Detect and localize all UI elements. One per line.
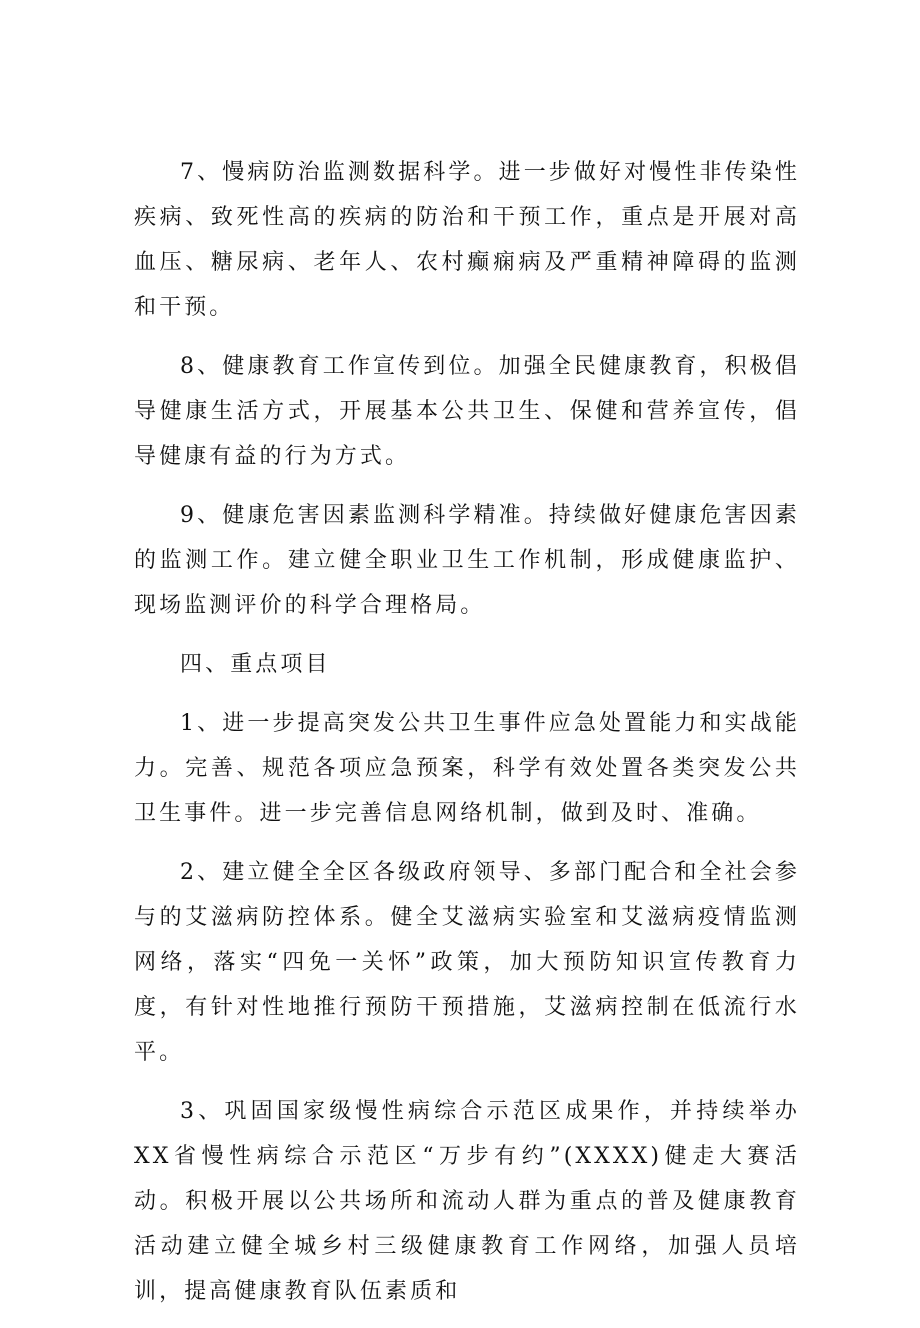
key-project-item-3: 3、巩固国家级慢性病综合示范区成果作，并持续举办XX省慢性病综合示范区“万步有约”(XXXX)健走大赛活动。积极开展以公共场所和流动人群为重点的普及健康教育活动建立健全城乡村三级健康教育工作网络，加强人员培训，提高健康教育队伍素质和: [134, 1099, 800, 1304]
paragraph-item-9: 9、健康危害因素监测科学精准。持续做好健康危害因素的监测工作。建立健全职业卫生工作机制，形成健康监护、现场监测评价的科学合理格局。: [134, 503, 800, 618]
paragraph-item-8: 8、健康教育工作宣传到位。加强全民健康教育，积极倡导健康生活方式，开展基本公共卫生、保健和营养宣传，倡导健康有益的行为方式。: [134, 354, 800, 469]
document-body: [134, 150, 800, 1328]
key-project-item-1: 1、进一步提高突发公共卫生事件应急处置能力和实战能力。完善、规范各项应急预案，科学有效处置各类突发公共卫生事件。进一步完善信息网络机制，做到及时、准确。: [134, 711, 800, 826]
section-heading: 四、重点项目: [180, 652, 331, 677]
key-project-item-2: 2、建立健全全区各级政府领导、多部门配合和全社会参与的艾滋病防控体系。健全艾滋病实验室和艾滋病疫情监测网络，落实“四免一关怀”政策，加大预防知识宣传教育力度，有针对性地推行预防干预措施，艾滋病控制在低流行水平。: [134, 860, 800, 1065]
paragraph-item-7: 7、慢病防治监测数据科学。进一步做好对慢性非传染性疾病、致死性高的疾病的防治和干预工作，重点是开展对高血压、糖尿病、老年人、农村癫痫病及严重精神障碍的监测和干预。: [134, 160, 800, 320]
